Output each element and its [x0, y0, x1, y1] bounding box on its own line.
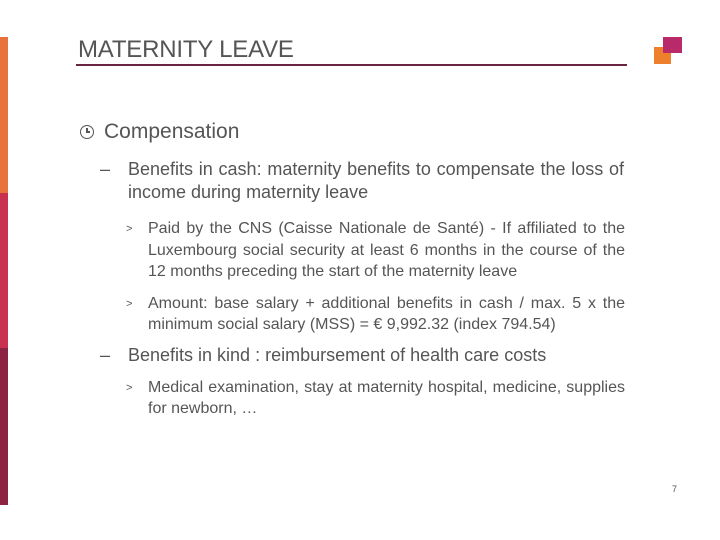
chevron-marker: > [126, 297, 133, 310]
subbullet-paid-by-cns [80, 218, 625, 283]
bullet-benefits-in-cash [80, 158, 624, 204]
bullet-text: Benefits in cash: maternity benefits to compensate the loss of income during maternity leave [128, 159, 624, 202]
clock-icon [80, 125, 94, 139]
subbullet-text: Medical examination, stay at maternity hospital, medicine, supplies for newborn, … [148, 378, 625, 417]
logo [654, 37, 682, 65]
slide-title: MATERNITY LEAVE [78, 36, 294, 63]
section-heading-text: Compensation [104, 120, 240, 143]
accent-bar-crimson [0, 193, 8, 348]
subbullet-medical-examination [80, 377, 625, 420]
logo-square-magenta [663, 37, 682, 53]
subbullet-text: Amount: base salary + additional benefits in cash / max. 5 x the minimum social salary (MSS) = € 9,992.32 (index 794.54) [148, 294, 625, 333]
subbullet-text: Paid by the CNS (Caisse Nationale de Santé) - If affiliated to the Luxembourg social security at least 6 months in the course of the 12 months preceding the start of the maternity leave [148, 220, 625, 280]
dash-marker: – [100, 344, 111, 365]
page-number: 7 [672, 484, 678, 494]
accent-bar-orange [0, 37, 8, 193]
bullet-benefits-in-kind [80, 344, 624, 367]
bullet-text: Benefits in kind : reimbursement of health care costs [128, 344, 547, 365]
section-heading [80, 116, 640, 148]
chevron-marker: > [126, 381, 133, 394]
accent-bar-maroon [0, 348, 8, 505]
slide-content [80, 116, 640, 420]
title-underline [76, 64, 627, 66]
dash-marker: – [100, 159, 111, 179]
subbullet-amount [80, 293, 625, 336]
chevron-marker: > [126, 223, 133, 235]
